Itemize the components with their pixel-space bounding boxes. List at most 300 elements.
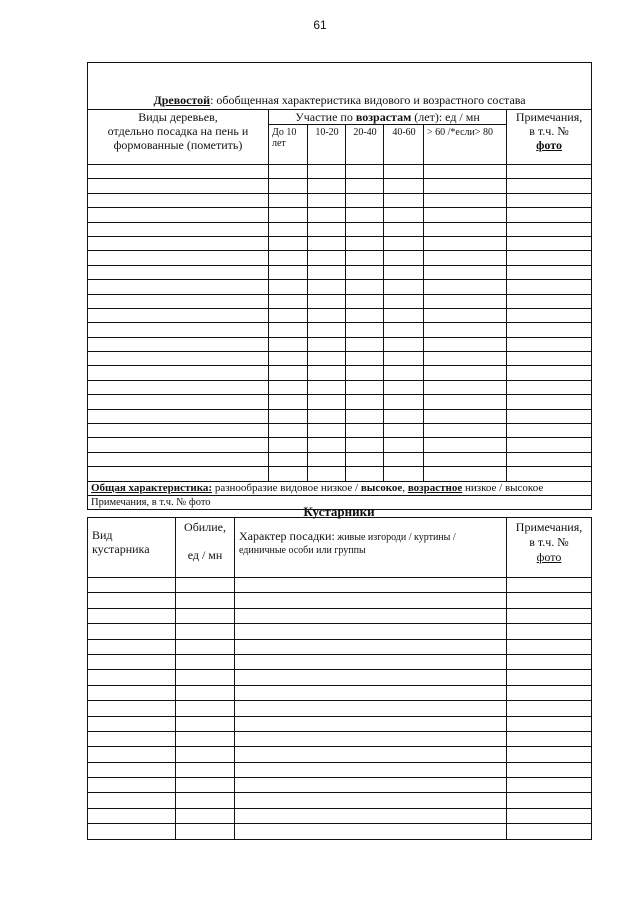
empty-cell: [269, 208, 308, 222]
empty-cell: [88, 366, 269, 380]
empty-cell: [346, 452, 384, 466]
tree-notes-header-line3: фото: [536, 138, 562, 152]
empty-cell: [507, 467, 592, 481]
table-row: [88, 208, 592, 222]
empty-cell: [507, 716, 592, 731]
empty-cell: [88, 222, 269, 236]
empty-cell: [269, 424, 308, 438]
table-row: [88, 280, 592, 294]
empty-cell: [269, 380, 308, 394]
empty-cell: [235, 716, 507, 731]
shrubs-table: [87, 517, 592, 840]
empty-cell: [384, 467, 424, 481]
empty-cell: [308, 409, 346, 423]
empty-cell: [384, 452, 424, 466]
empty-cell: [88, 438, 269, 452]
empty-cell: [346, 323, 384, 337]
empty-cell: [507, 762, 592, 777]
summary-tail: низкое / высокое: [462, 481, 544, 494]
shrub-species-header: [88, 518, 176, 578]
empty-cell: [507, 670, 592, 685]
table-row: [88, 808, 592, 823]
empty-cell: [308, 165, 346, 179]
empty-cell: [269, 251, 308, 265]
empty-cell: [424, 337, 507, 351]
empty-cell: [424, 366, 507, 380]
table-row: [88, 685, 592, 700]
empty-cell: [88, 165, 269, 179]
empty-cell: [88, 280, 269, 294]
empty-cell: [269, 366, 308, 380]
empty-cell: [308, 380, 346, 394]
empty-cell: [88, 793, 176, 808]
age-col-under-10: До 10 лет: [269, 125, 308, 165]
empty-cell: [424, 409, 507, 423]
empty-cell: [269, 323, 308, 337]
shrub-character-header-label: Характер посадки:: [239, 529, 335, 543]
empty-cell: [176, 731, 235, 746]
table-row: [88, 409, 592, 423]
empty-cell: [269, 467, 308, 481]
empty-cell: [176, 701, 235, 716]
table-row: [88, 793, 592, 808]
empty-cell: [88, 685, 176, 700]
empty-cell: [269, 308, 308, 322]
empty-cell: [269, 280, 308, 294]
empty-cell: [269, 294, 308, 308]
table-row: [88, 424, 592, 438]
empty-cell: [424, 438, 507, 452]
age-header-suffix: (лет): ед / мн: [411, 110, 480, 124]
empty-cell: [88, 608, 176, 623]
empty-cell: [384, 236, 424, 250]
empty-cell: [507, 747, 592, 762]
empty-cell: [88, 337, 269, 351]
age-col-40-60: 40-60: [384, 125, 424, 165]
shrub-notes-header-line3: фото: [536, 550, 562, 564]
empty-cell: [507, 179, 592, 193]
empty-cell: [384, 409, 424, 423]
empty-cell: [235, 762, 507, 777]
summary-high: высокое: [360, 481, 403, 494]
empty-cell: [235, 778, 507, 793]
table-row: [88, 731, 592, 746]
empty-cell: [88, 380, 269, 394]
shrub-abundance-header: [176, 518, 235, 578]
empty-cell: [424, 280, 507, 294]
empty-cell: [507, 608, 592, 623]
empty-cell: [384, 265, 424, 279]
summary-diversity: разнообразие видовое низкое /: [212, 481, 361, 494]
empty-cell: [176, 808, 235, 823]
empty-cell: [507, 165, 592, 179]
table-row: [88, 265, 592, 279]
empty-cell: [308, 337, 346, 351]
empty-cell: [88, 670, 176, 685]
empty-cell: [507, 808, 592, 823]
empty-cell: [88, 467, 269, 481]
empty-cell: [235, 639, 507, 654]
empty-cell: [88, 654, 176, 669]
table-row: [88, 747, 592, 762]
empty-cell: [346, 265, 384, 279]
empty-cell: [176, 778, 235, 793]
empty-cell: [507, 654, 592, 669]
empty-cell: [269, 438, 308, 452]
empty-cell: [88, 578, 176, 593]
age-header-prefix: Участие по: [295, 110, 356, 124]
empty-cell: [507, 337, 592, 351]
empty-cell: [507, 251, 592, 265]
empty-cell: [384, 222, 424, 236]
tree-notes-header: [507, 110, 592, 165]
empty-cell: [269, 409, 308, 423]
empty-cell: [384, 380, 424, 394]
empty-cell: [384, 395, 424, 409]
empty-cell: [176, 639, 235, 654]
empty-cell: [346, 294, 384, 308]
empty-cell: [424, 323, 507, 337]
empty-cell: [235, 654, 507, 669]
empty-cell: [88, 747, 176, 762]
empty-cell: [346, 438, 384, 452]
empty-cell: [308, 251, 346, 265]
table-row: [88, 337, 592, 351]
trees-caption: [88, 63, 592, 110]
empty-cell: [424, 265, 507, 279]
empty-cell: [507, 452, 592, 466]
age-col-20-40: 20-40: [346, 125, 384, 165]
empty-cell: [346, 352, 384, 366]
empty-cell: [424, 380, 507, 394]
empty-cell: [346, 251, 384, 265]
empty-cell: [384, 193, 424, 207]
empty-cell: [346, 409, 384, 423]
table-row: [88, 608, 592, 623]
empty-cell: [507, 438, 592, 452]
empty-cell: [346, 395, 384, 409]
shrub-character-header-detail: живые изгороди / куртины / единичные особи или группы: [239, 532, 456, 556]
empty-cell: [235, 593, 507, 608]
empty-cell: [88, 395, 269, 409]
empty-cell: [88, 824, 176, 839]
empty-cell: [235, 624, 507, 639]
empty-cell: [384, 179, 424, 193]
empty-cell: [384, 165, 424, 179]
page-number: 61: [313, 18, 327, 32]
empty-cell: [384, 366, 424, 380]
empty-cell: [88, 193, 269, 207]
empty-cell: [88, 323, 269, 337]
summary-comma: ,: [402, 481, 408, 494]
age-col-over-60: > 60 /*если> 80: [424, 125, 507, 165]
empty-cell: [308, 467, 346, 481]
empty-cell: [507, 222, 592, 236]
shrub-character-header: [235, 518, 507, 578]
empty-cell: [507, 639, 592, 654]
empty-cell: [308, 280, 346, 294]
age-header-bold: возрастам: [355, 110, 412, 124]
empty-cell: [384, 251, 424, 265]
trees-table: [87, 62, 592, 510]
table-row: [88, 778, 592, 793]
trees-caption-bold: Древостой: [153, 93, 211, 107]
empty-cell: [88, 624, 176, 639]
empty-cell: [308, 193, 346, 207]
empty-cell: [235, 808, 507, 823]
table-row: [88, 467, 592, 481]
empty-cell: [507, 578, 592, 593]
empty-cell: [507, 701, 592, 716]
table-row: [88, 323, 592, 337]
empty-cell: [424, 424, 507, 438]
empty-cell: [346, 308, 384, 322]
empty-cell: [424, 308, 507, 322]
empty-cell: [88, 424, 269, 438]
shrub-notes-header-line1: Примечания,: [515, 520, 583, 534]
empty-cell: [88, 778, 176, 793]
shrub-rows: [88, 578, 592, 840]
shrub-abundance-header-line2: ед / мн: [187, 548, 223, 562]
empty-cell: [176, 685, 235, 700]
table-row: [88, 165, 592, 179]
empty-cell: [88, 208, 269, 222]
table-row: [88, 578, 592, 593]
empty-cell: [235, 747, 507, 762]
age-group-header: [269, 110, 507, 125]
empty-cell: [424, 352, 507, 366]
empty-cell: [507, 409, 592, 423]
empty-cell: [269, 165, 308, 179]
empty-cell: [176, 747, 235, 762]
empty-cell: [346, 424, 384, 438]
empty-cell: [424, 452, 507, 466]
empty-cell: [269, 452, 308, 466]
empty-cell: [384, 308, 424, 322]
empty-cell: [269, 179, 308, 193]
table-row: [88, 438, 592, 452]
empty-cell: [346, 208, 384, 222]
empty-cell: [88, 639, 176, 654]
table-row: [88, 236, 592, 250]
empty-cell: [235, 824, 507, 839]
empty-cell: [308, 308, 346, 322]
empty-cell: [176, 593, 235, 608]
empty-cell: [88, 179, 269, 193]
empty-cell: [235, 793, 507, 808]
empty-cell: [424, 467, 507, 481]
table-row: [88, 824, 592, 839]
empty-cell: [507, 236, 592, 250]
empty-cell: [308, 323, 346, 337]
empty-cell: [269, 337, 308, 351]
table-row: [88, 251, 592, 265]
empty-cell: [507, 352, 592, 366]
empty-cell: [176, 824, 235, 839]
empty-cell: [308, 395, 346, 409]
table-row: [88, 670, 592, 685]
empty-cell: [424, 236, 507, 250]
table-row: [88, 366, 592, 380]
table-row: [88, 352, 592, 366]
empty-cell: [269, 236, 308, 250]
empty-cell: [507, 308, 592, 322]
empty-cell: [88, 762, 176, 777]
empty-cell: [235, 670, 507, 685]
empty-cell: [88, 452, 269, 466]
table-row: [88, 294, 592, 308]
empty-cell: [507, 208, 592, 222]
tree-species-header: [88, 110, 269, 165]
shrub-notes-header: [507, 518, 592, 578]
empty-cell: [424, 222, 507, 236]
empty-cell: [88, 716, 176, 731]
empty-cell: [88, 308, 269, 322]
shrubs-title: Кустарники: [303, 504, 375, 519]
empty-cell: [269, 395, 308, 409]
table-row: [88, 193, 592, 207]
empty-cell: [346, 193, 384, 207]
table-row: [88, 654, 592, 669]
empty-cell: [235, 578, 507, 593]
empty-cell: [88, 251, 269, 265]
empty-cell: [507, 685, 592, 700]
empty-cell: [384, 208, 424, 222]
empty-cell: [384, 424, 424, 438]
empty-cell: [424, 395, 507, 409]
empty-cell: [384, 323, 424, 337]
tree-species-header-line1: Виды деревьев,: [138, 110, 218, 124]
empty-cell: [269, 352, 308, 366]
empty-cell: [384, 294, 424, 308]
empty-cell: [308, 438, 346, 452]
age-col-10-20: 10-20: [308, 125, 346, 165]
empty-cell: [507, 793, 592, 808]
empty-cell: [346, 222, 384, 236]
empty-cell: [308, 208, 346, 222]
empty-cell: [308, 294, 346, 308]
empty-cell: [424, 294, 507, 308]
empty-cell: [424, 251, 507, 265]
summary-age-label: возрастное: [407, 481, 463, 494]
empty-cell: [346, 337, 384, 351]
empty-cell: [269, 193, 308, 207]
empty-cell: [346, 165, 384, 179]
empty-cell: [235, 731, 507, 746]
empty-cell: [176, 670, 235, 685]
empty-cell: [507, 265, 592, 279]
empty-cell: [346, 380, 384, 394]
empty-cell: [507, 395, 592, 409]
empty-cell: [507, 778, 592, 793]
table-row: [88, 701, 592, 716]
empty-cell: [507, 366, 592, 380]
empty-cell: [384, 280, 424, 294]
empty-cell: [176, 654, 235, 669]
table-row: [88, 395, 592, 409]
empty-cell: [507, 294, 592, 308]
empty-cell: [88, 265, 269, 279]
empty-cell: [88, 409, 269, 423]
trees-notes-line: Примечания, в т.ч. № фото: [88, 495, 592, 509]
tree-species-header-line3: формованные (пометить): [113, 138, 243, 152]
empty-cell: [424, 208, 507, 222]
tree-notes-header-line2: в т.ч. №: [529, 124, 569, 138]
empty-cell: [308, 424, 346, 438]
empty-cell: [88, 593, 176, 608]
empty-cell: [308, 265, 346, 279]
table-row: [88, 380, 592, 394]
empty-cell: [235, 685, 507, 700]
empty-cell: [88, 731, 176, 746]
empty-cell: [176, 762, 235, 777]
empty-cell: [507, 624, 592, 639]
empty-cell: [308, 222, 346, 236]
empty-cell: [507, 593, 592, 608]
empty-cell: [384, 352, 424, 366]
empty-cell: [346, 280, 384, 294]
empty-cell: [88, 808, 176, 823]
empty-cell: [88, 294, 269, 308]
empty-cell: [507, 731, 592, 746]
empty-cell: [176, 578, 235, 593]
table-row: [88, 452, 592, 466]
empty-cell: [424, 165, 507, 179]
table-row: [88, 308, 592, 322]
table-row: [88, 222, 592, 236]
empty-cell: [507, 824, 592, 839]
empty-cell: [507, 280, 592, 294]
tree-rows: [88, 165, 592, 482]
shrub-abundance-header-line1: Обилие,: [184, 520, 226, 534]
shrub-species-header-line1: Вид: [92, 528, 113, 542]
empty-cell: [235, 608, 507, 623]
empty-cell: [176, 624, 235, 639]
empty-cell: [176, 716, 235, 731]
empty-cell: [384, 337, 424, 351]
table-row: [88, 179, 592, 193]
empty-cell: [308, 366, 346, 380]
table-row: [88, 639, 592, 654]
shrub-species-header-line2: кустарника: [92, 542, 150, 556]
empty-cell: [176, 608, 235, 623]
empty-cell: [346, 179, 384, 193]
empty-cell: [88, 352, 269, 366]
empty-cell: [424, 179, 507, 193]
empty-cell: [269, 265, 308, 279]
empty-cell: [308, 352, 346, 366]
empty-cell: [507, 424, 592, 438]
empty-cell: [507, 380, 592, 394]
empty-cell: [308, 452, 346, 466]
trees-caption-text: : обобщенная характеристика видового и возрастного состава: [210, 93, 526, 107]
empty-cell: [346, 236, 384, 250]
shrub-notes-header-line2: в т.ч. №: [529, 535, 569, 549]
empty-cell: [88, 701, 176, 716]
empty-cell: [235, 701, 507, 716]
table-row: [88, 593, 592, 608]
empty-cell: [308, 179, 346, 193]
empty-cell: [88, 236, 269, 250]
empty-cell: [507, 323, 592, 337]
empty-cell: [384, 438, 424, 452]
table-row: [88, 624, 592, 639]
empty-cell: [308, 236, 346, 250]
empty-cell: [507, 193, 592, 207]
empty-cell: [176, 793, 235, 808]
tree-species-header-line2: отдельно посадка на пень и: [107, 124, 249, 138]
trees-summary: [88, 481, 592, 495]
